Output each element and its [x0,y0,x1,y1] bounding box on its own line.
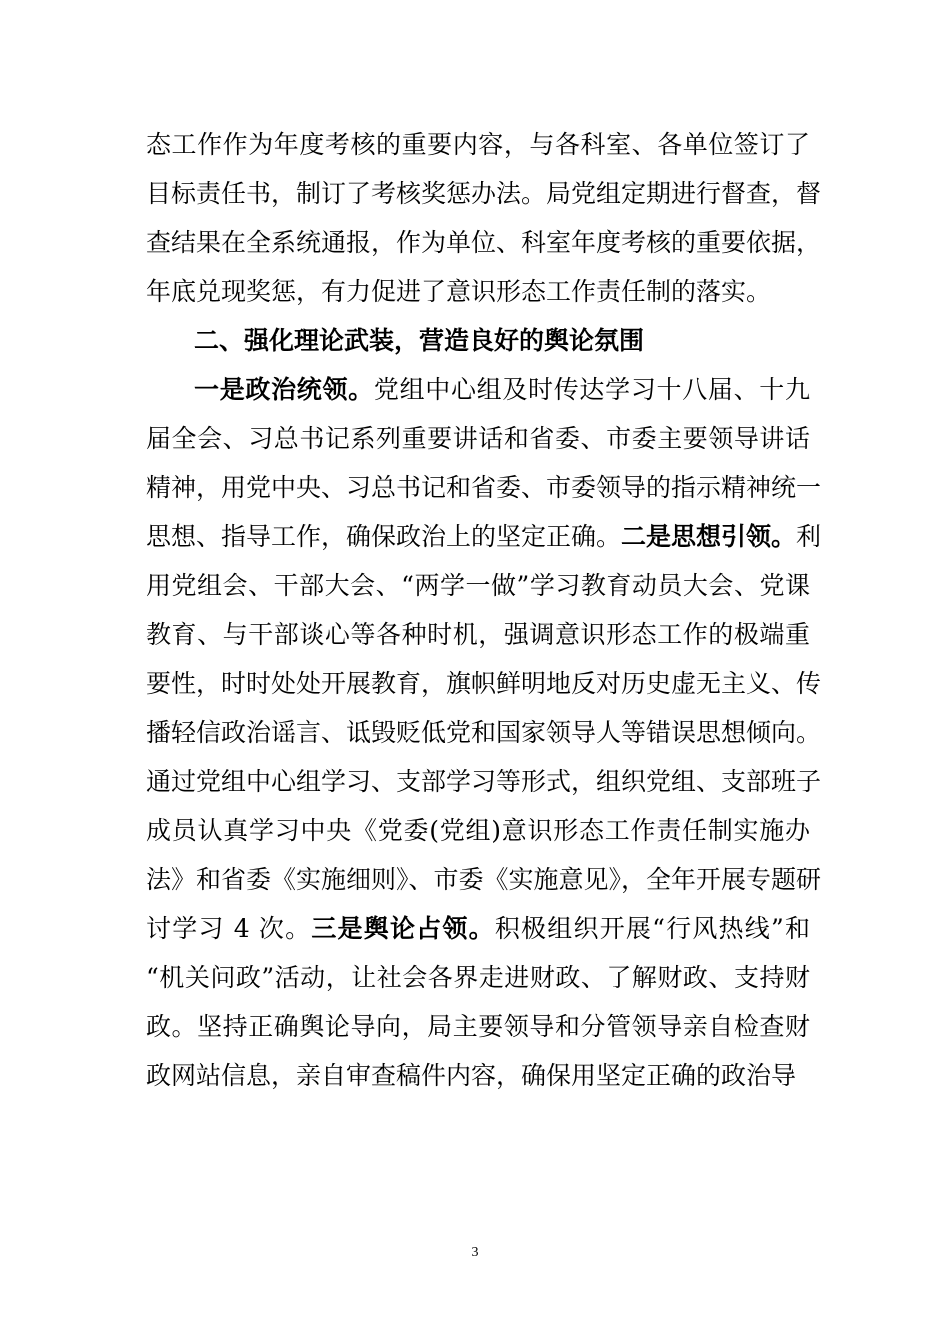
text-segment: 要性，时时处处开展教育，旗帜鲜明地反对历史虚无主义、传 [146,669,822,698]
text-line [146,668,822,700]
text-line [146,1060,810,1092]
text-segment: “机关问政”活动，让社会各界走进财政、了解财政、支持财 [146,963,810,992]
text-segment: 届全会、习总书记系列重要讲话和省委、市委主要领导讲话 [146,424,810,453]
text-segment: 讨学习 4 次。 [146,914,312,943]
text-line [146,864,822,896]
text-segment: 党组中心组及时传达学习十八届、十九 [373,375,810,404]
text-line [146,913,810,945]
text-segment: 年底兑现奖惩，有力促进了意识形态工作责任制的落实。 [146,277,772,306]
text-segment: 法》和省委《实施细则》、市委《实施意见》，全年开展专题研 [146,865,822,894]
text-line [146,521,822,553]
text-line [146,423,810,455]
bold-phrase: 三是舆论占领。 [311,914,495,943]
text-line [146,619,810,651]
text-line [146,570,810,602]
text-segment: 成员认真学习中央《党委(党组)意识形态工作责任制实施办 [146,816,810,845]
text-line [194,374,810,406]
bold-phrase: 二是思想引领。 [621,522,797,551]
text-segment: 利 [796,522,822,551]
text-segment: 思想、指导工作，确保政治上的坚定正确。 [146,522,622,551]
text-line [146,129,810,161]
text-segment: 政。坚持正确舆论导向，局主要领导和分管领导亲自检查财 [146,1012,810,1041]
text-segment: 用党组会、干部大会、“两学一做”学习教育动员大会、党课 [146,571,810,600]
text-line [146,815,810,847]
text-segment: 目标责任书，制订了考核奖惩办法。局党组定期进行督查，督 [146,179,822,208]
text-segment: 教育、与干部谈心等各种时机，强调意识形态工作的极端重 [146,620,810,649]
text-line [146,178,822,210]
bold-phrase: 一是政治统领。 [194,375,374,404]
bold-phrase: 二、强化理论武装，营造良好的舆论氛围 [194,326,645,355]
text-segment: 积极组织开展“行风热线”和 [494,914,810,943]
text-segment: 态工作作为年度考核的重要内容，与各科室、各单位签订了 [146,130,810,159]
text-line [146,1011,810,1043]
page-number: 3 [471,1245,479,1260]
text-line [146,472,822,504]
text-line [146,276,810,308]
text-line [146,962,810,994]
text-segment: 通过党组中心组学习、支部学习等形式，组织党组、支部班子 [146,767,822,796]
text-line [146,766,822,798]
text-segment: 政网站信息，亲自审查稿件内容，确保用坚定正确的政治导 [146,1061,797,1090]
section-heading [194,325,810,357]
text-segment: 查结果在全系统通报，作为单位、科室年度考核的重要依据， [146,228,822,257]
text-segment: 精神，用党中央、习总书记和省委、市委领导的指示精神统一 [146,473,822,502]
text-line [146,227,822,259]
text-line [146,717,822,749]
text-segment: 播轻信政治谣言、诋毁贬低党和国家领导人等错误思想倾向。 [146,718,822,747]
